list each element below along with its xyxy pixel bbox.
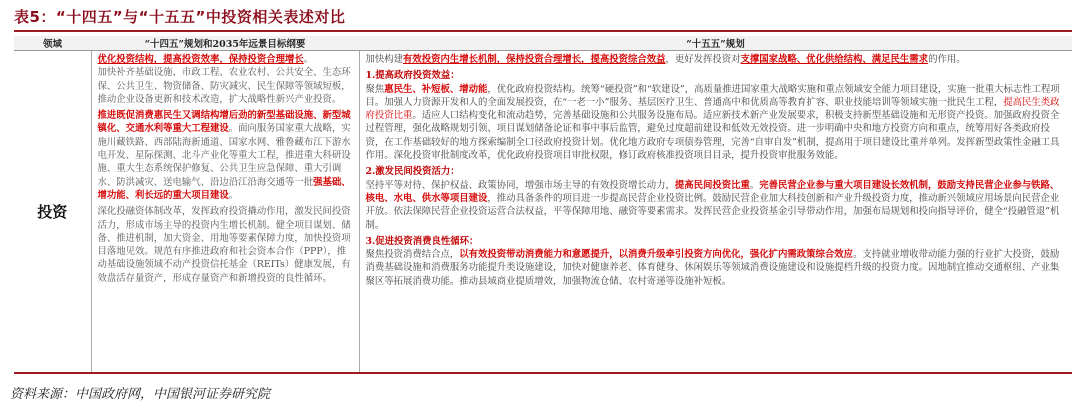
highlight-text: 优化投资结构，提高投资效率，保持投资合理增长 <box>97 54 304 65</box>
fourteen-cell <box>91 51 359 374</box>
body-text: 。 <box>303 54 314 65</box>
comparison-table <box>14 36 1072 374</box>
header-field: 领域 <box>14 36 91 51</box>
body-text: 加快补齐基础设施、市政工程、农业农村、公共安全、生态环保、公共卫生、物资储备、防灾减灾、民生保障等领域短板，推动企业设备更新和技术改造，扩大战略性新兴产业投资。 <box>97 67 351 105</box>
body-text: 坚持平等对待、保护权益、政策协同，增强市场主导的有效投资增长动力， <box>365 179 675 191</box>
highlight-text: 有效投资内生增长机制，保持投资合理增长，提高投资综合效益 <box>403 54 666 65</box>
field-label: 投资 <box>37 203 68 221</box>
section-heading-1: 1.提高政府投资效益： <box>365 70 460 82</box>
body-text: 聚焦投资消费结合点， <box>365 249 460 261</box>
body-text: 深化投融资体制改革，发挥政府投资撬动作用，激发民间投资活力，形成市场主导的投资内生增长机制。健全项目谋划、储备、推进机制，加大资金、用地等要素保障力度，加快投资项目落地见效。规范有序推进政府和社会资本合作（PPP），推动基础设施领域不动产投资信托基金（REITs）健康发展，有效盘活存量资产，形成存量资产和新增投资的良性循环。 <box>97 206 351 284</box>
fourteen-para-1 <box>98 53 353 106</box>
header-fourteen: “十四五”规划和2035年远景目标纲要 <box>91 36 359 51</box>
highlight-text: 提高民生类政府投资比重 <box>365 96 1060 122</box>
title-rule <box>14 30 1072 32</box>
section-heading-3: 3.促进投资消费良性循环： <box>365 235 479 247</box>
highlight-text: 惠民生、补短板、增动能 <box>384 83 488 95</box>
field-cell <box>14 51 91 374</box>
table-row-investment <box>14 51 1072 374</box>
fifteen-intro <box>366 53 1067 66</box>
highlight-text: 以有效投资带动消费能力和意愿提升，以消费升级牵引投资方向优化，强化扩内需政策综合效应 <box>459 249 854 261</box>
fourteen-para-3 <box>98 205 353 285</box>
table-title: 表5：“十四五”与“十五五”中投资相关表述对比 <box>14 8 346 26</box>
body-text: 。 <box>749 179 760 191</box>
fifteen-cell <box>359 51 1072 374</box>
body-text: 聚焦 <box>365 83 385 95</box>
highlight-text: 支撑国家战略、优化供给结构、满足民生需求 <box>740 54 929 65</box>
body-text: 。 <box>228 189 239 201</box>
body-text: ，优化政府投资结构。统筹“硬投资”和“软建设”，高质量推进国家重大战略实施和重点领域安全能力项目建设，实施一批重大标志性工程项目。加强人力资源开发和人的全面发展投资，在“一老一小”服务、基层医疗卫生、普通高中和优质高等教育扩容、职业技能培训等领域实施一批民生工程， <box>365 83 1060 108</box>
body-text: 。面向服务国家重大战略，实施川藏铁路、西部陆海新通道、国家水网、雅鲁藏布江下游水电开发、星际探测、北斗产业化等重大工程，推进重大科研设施、重大生态系统保护修复、公共卫生应急保障、重大引调水、防洪减灾、送电输气、沿边沿江沿海交通等一批 <box>97 123 351 188</box>
highlight-text: 推进既促消费惠民生又调结构增后劲的新型基础设施、新型城镇化、交通水利等重大工程建设 <box>97 110 351 135</box>
fourteen-para-2 <box>98 109 353 202</box>
section-heading-2: 2.激发民间投资活力： <box>365 166 460 178</box>
highlight-text: 强基础、增功能、利长远的重大项目建设 <box>97 176 351 201</box>
highlight-text: 完善民营企业参与重大项目建设长效机制，鼓励支持民营企业参与铁路、核电、水电、供水等项目建设 <box>365 179 1060 204</box>
fifteen-para-1 <box>366 83 1067 163</box>
header-fifteen: “十五五”规划 <box>359 36 1072 51</box>
table-header-row <box>14 36 1072 51</box>
fifteen-para-2 <box>366 179 1067 232</box>
body-text: 加快构建 <box>365 54 404 65</box>
source-note: 资料来源：中国政府网，中国银河证券研究院 <box>10 387 271 402</box>
body-text: 。支持就业增收带动能力强的行业扩大投资，鼓励消费基础设施和消费服务功能提升类设施建设，加快对健康养老、体育健身、休闲娱乐等领域消费设施建设和设施提档升级的投资力度。因地制宜推动交通枢纽、产业集聚区等拓展消费功能。推动县域商业提质增效，加强物流仓储、农村寄递等设施补短板。 <box>365 249 1060 287</box>
body-text: 的作用。 <box>928 54 966 65</box>
body-text: 。适应人口结构变化和流动趋势，完善基础设施和公共服务设施布局。适应新技术新产业发展要求，积极支持新型基础设施和无形资产投资。加强政府投资全过程管理，强化战略规划引领、项目谋划储备论证和事中事后监管，避免过度超前建设和低效无效投资。进一步明确中央和地方投资方向和重点，统筹用好各类政府投资，在工作基础较好的地方探索编制全口径政府投资计划。优化地方政府专项债券管理，完善“自审自发”机制，提高用于项目建设比重并单列。发挥新型政策性金融工具作用。深化投资审批制度改革，优化政府投资项目审批权限，修订政府核准投资项目目录，提升投资审批服务效能。 <box>365 110 1060 162</box>
body-text: ，更好发挥投资对 <box>665 54 741 65</box>
body-text: ，推动具备条件的项目进一步提高民营企业投资比例。鼓励民营企业加大科技创新和产业升级投资力度，推动新兴领域应用场景向民营企业开放。依法保障民营企业投资运营合法权益，平等保障用地、融资等要素需求。发挥民营企业投资基金引导带动作用，加强布局规划和投向指导评价，健全“投融管退”机制。 <box>365 192 1060 231</box>
fifteen-para-3 <box>366 248 1067 288</box>
highlight-text: 提高民间投资比重 <box>674 179 750 191</box>
